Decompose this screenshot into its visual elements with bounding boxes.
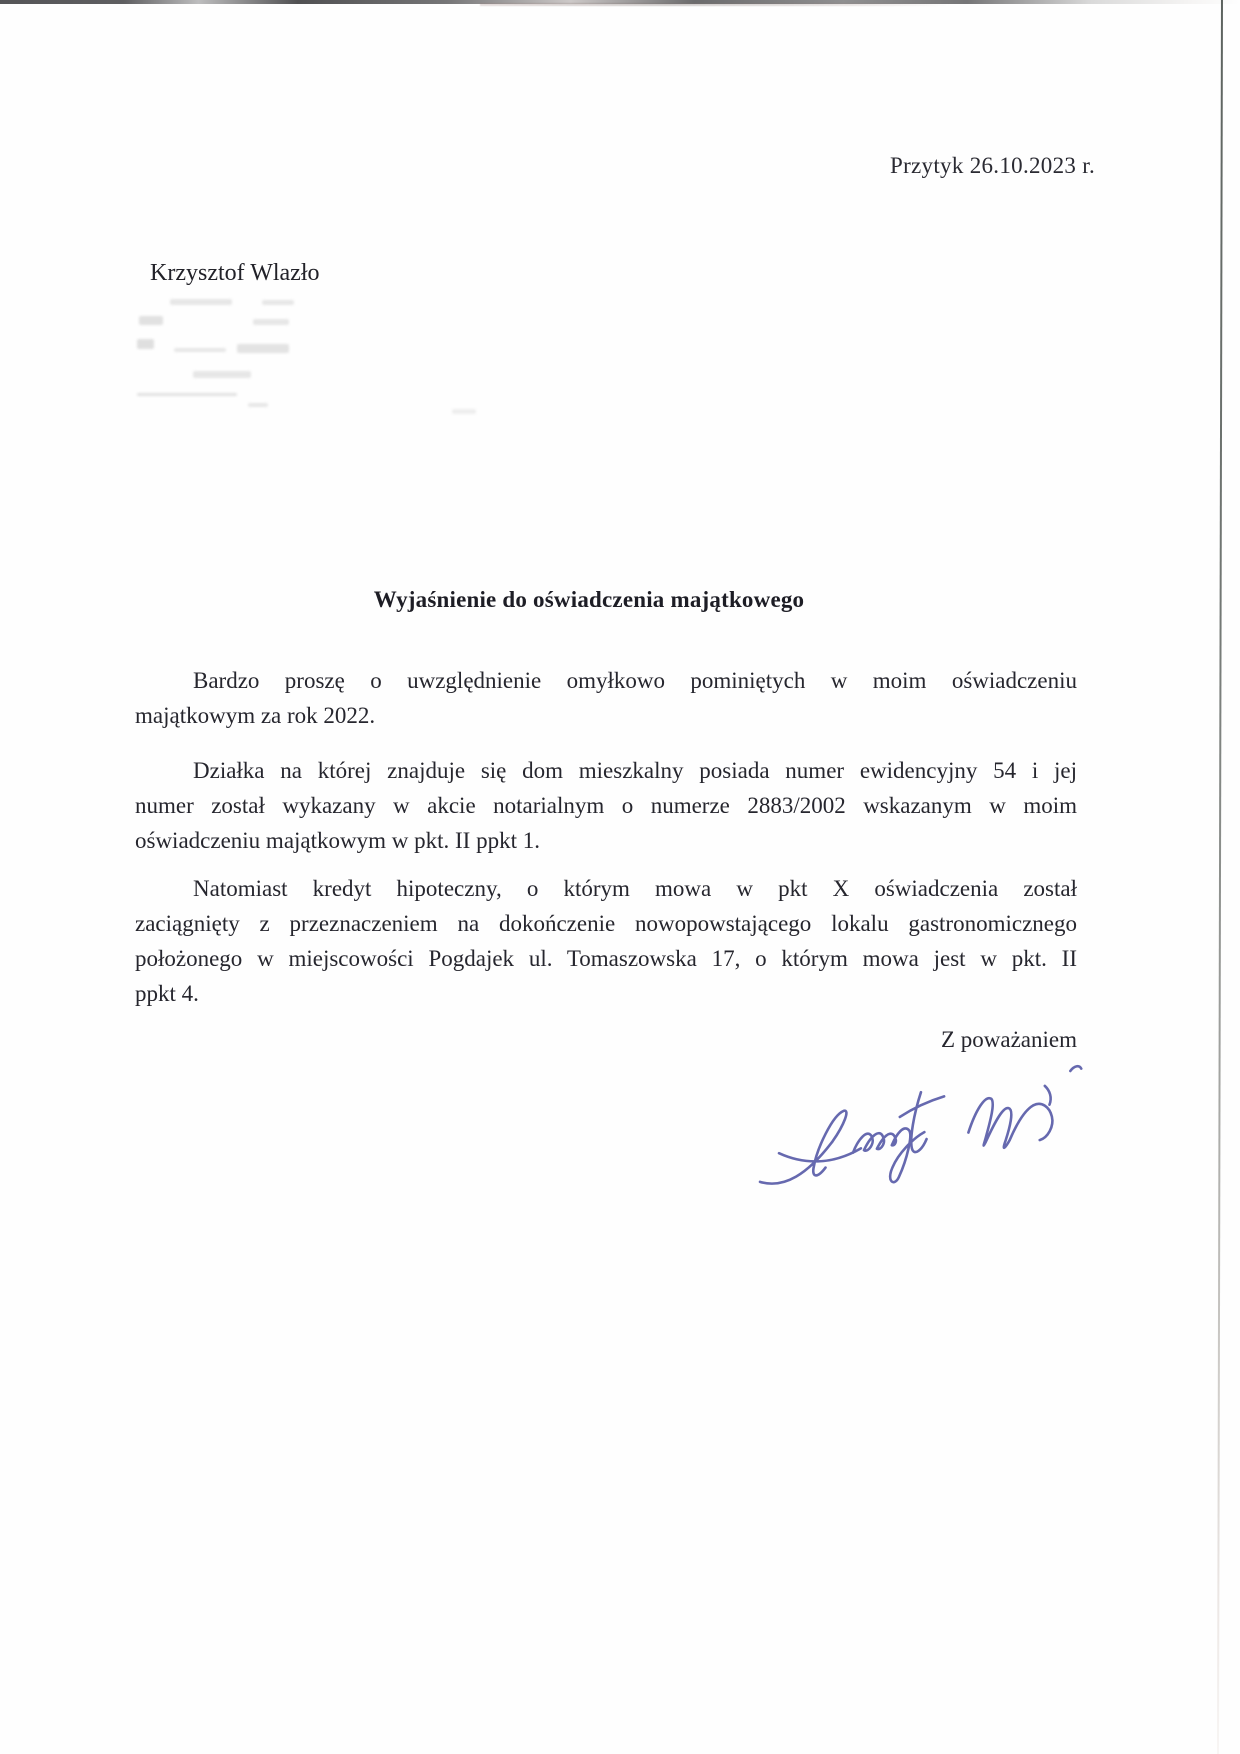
scan-artifact-top-edge-tint xyxy=(480,3,950,6)
redaction-smudge xyxy=(137,339,154,349)
paragraph-line: oświadczeniu majątkowym w pkt. II ppkt 1. xyxy=(135,828,540,853)
redaction-smudge xyxy=(452,409,476,414)
scan-artifact-page-edge-line xyxy=(1217,0,1223,1754)
redaction-smudge xyxy=(193,371,251,378)
sender-name: Krzysztof Wlazło xyxy=(150,260,320,286)
paragraph-line: Działka na której znajduje się dom mieszkalny posiada numer ewidencyjny 54 i jej xyxy=(193,758,1077,783)
paragraph-line: majątkowym za rok 2022. xyxy=(135,703,376,728)
signature-ink-strokes xyxy=(750,1046,1105,1198)
letter-title: Wyjaśnienie do oświadczenia majątkowego xyxy=(373,587,805,612)
paragraph-2 xyxy=(135,753,1077,858)
redaction-smudge xyxy=(262,300,294,305)
paragraph-line: ppkt 4. xyxy=(135,981,199,1006)
redaction-smudge xyxy=(174,348,226,352)
redaction-smudge xyxy=(170,299,232,305)
redaction-smudge xyxy=(253,319,289,325)
redaction-smudge xyxy=(248,403,268,407)
place-and-date: Przytyk 26.10.2023 r. xyxy=(890,153,1095,178)
redaction-smudge xyxy=(139,316,163,325)
paragraph-line: zaciągnięty z przeznaczeniem na dokończenie nowopowstającego lokalu gastronomicznego xyxy=(135,911,1077,936)
redaction-smudge xyxy=(137,393,237,396)
paragraph-3 xyxy=(135,871,1077,1011)
paragraph-line: Natomiast kredyt hipoteczny, o którym mowa w pkt X oświadczenia został xyxy=(193,876,1077,901)
paragraph-1 xyxy=(135,663,1077,733)
closing-salutation: Z poważaniem xyxy=(940,1027,1077,1052)
paragraph-line: numer został wykazany w akcie notarialnym o numerze 2883/2002 wskazanym w moim xyxy=(135,793,1077,818)
handwritten-signature xyxy=(752,1052,1102,1192)
paragraph-line: położonego w miejscowości Pogdajek ul. Tomaszowska 17, o którym mowa jest w pkt. II xyxy=(135,946,1077,971)
redaction-smudge xyxy=(237,344,289,353)
paragraph-line: Bardzo proszę o uwzględnienie omyłkowo pominiętych w moim oświadczeniu xyxy=(193,668,1077,693)
